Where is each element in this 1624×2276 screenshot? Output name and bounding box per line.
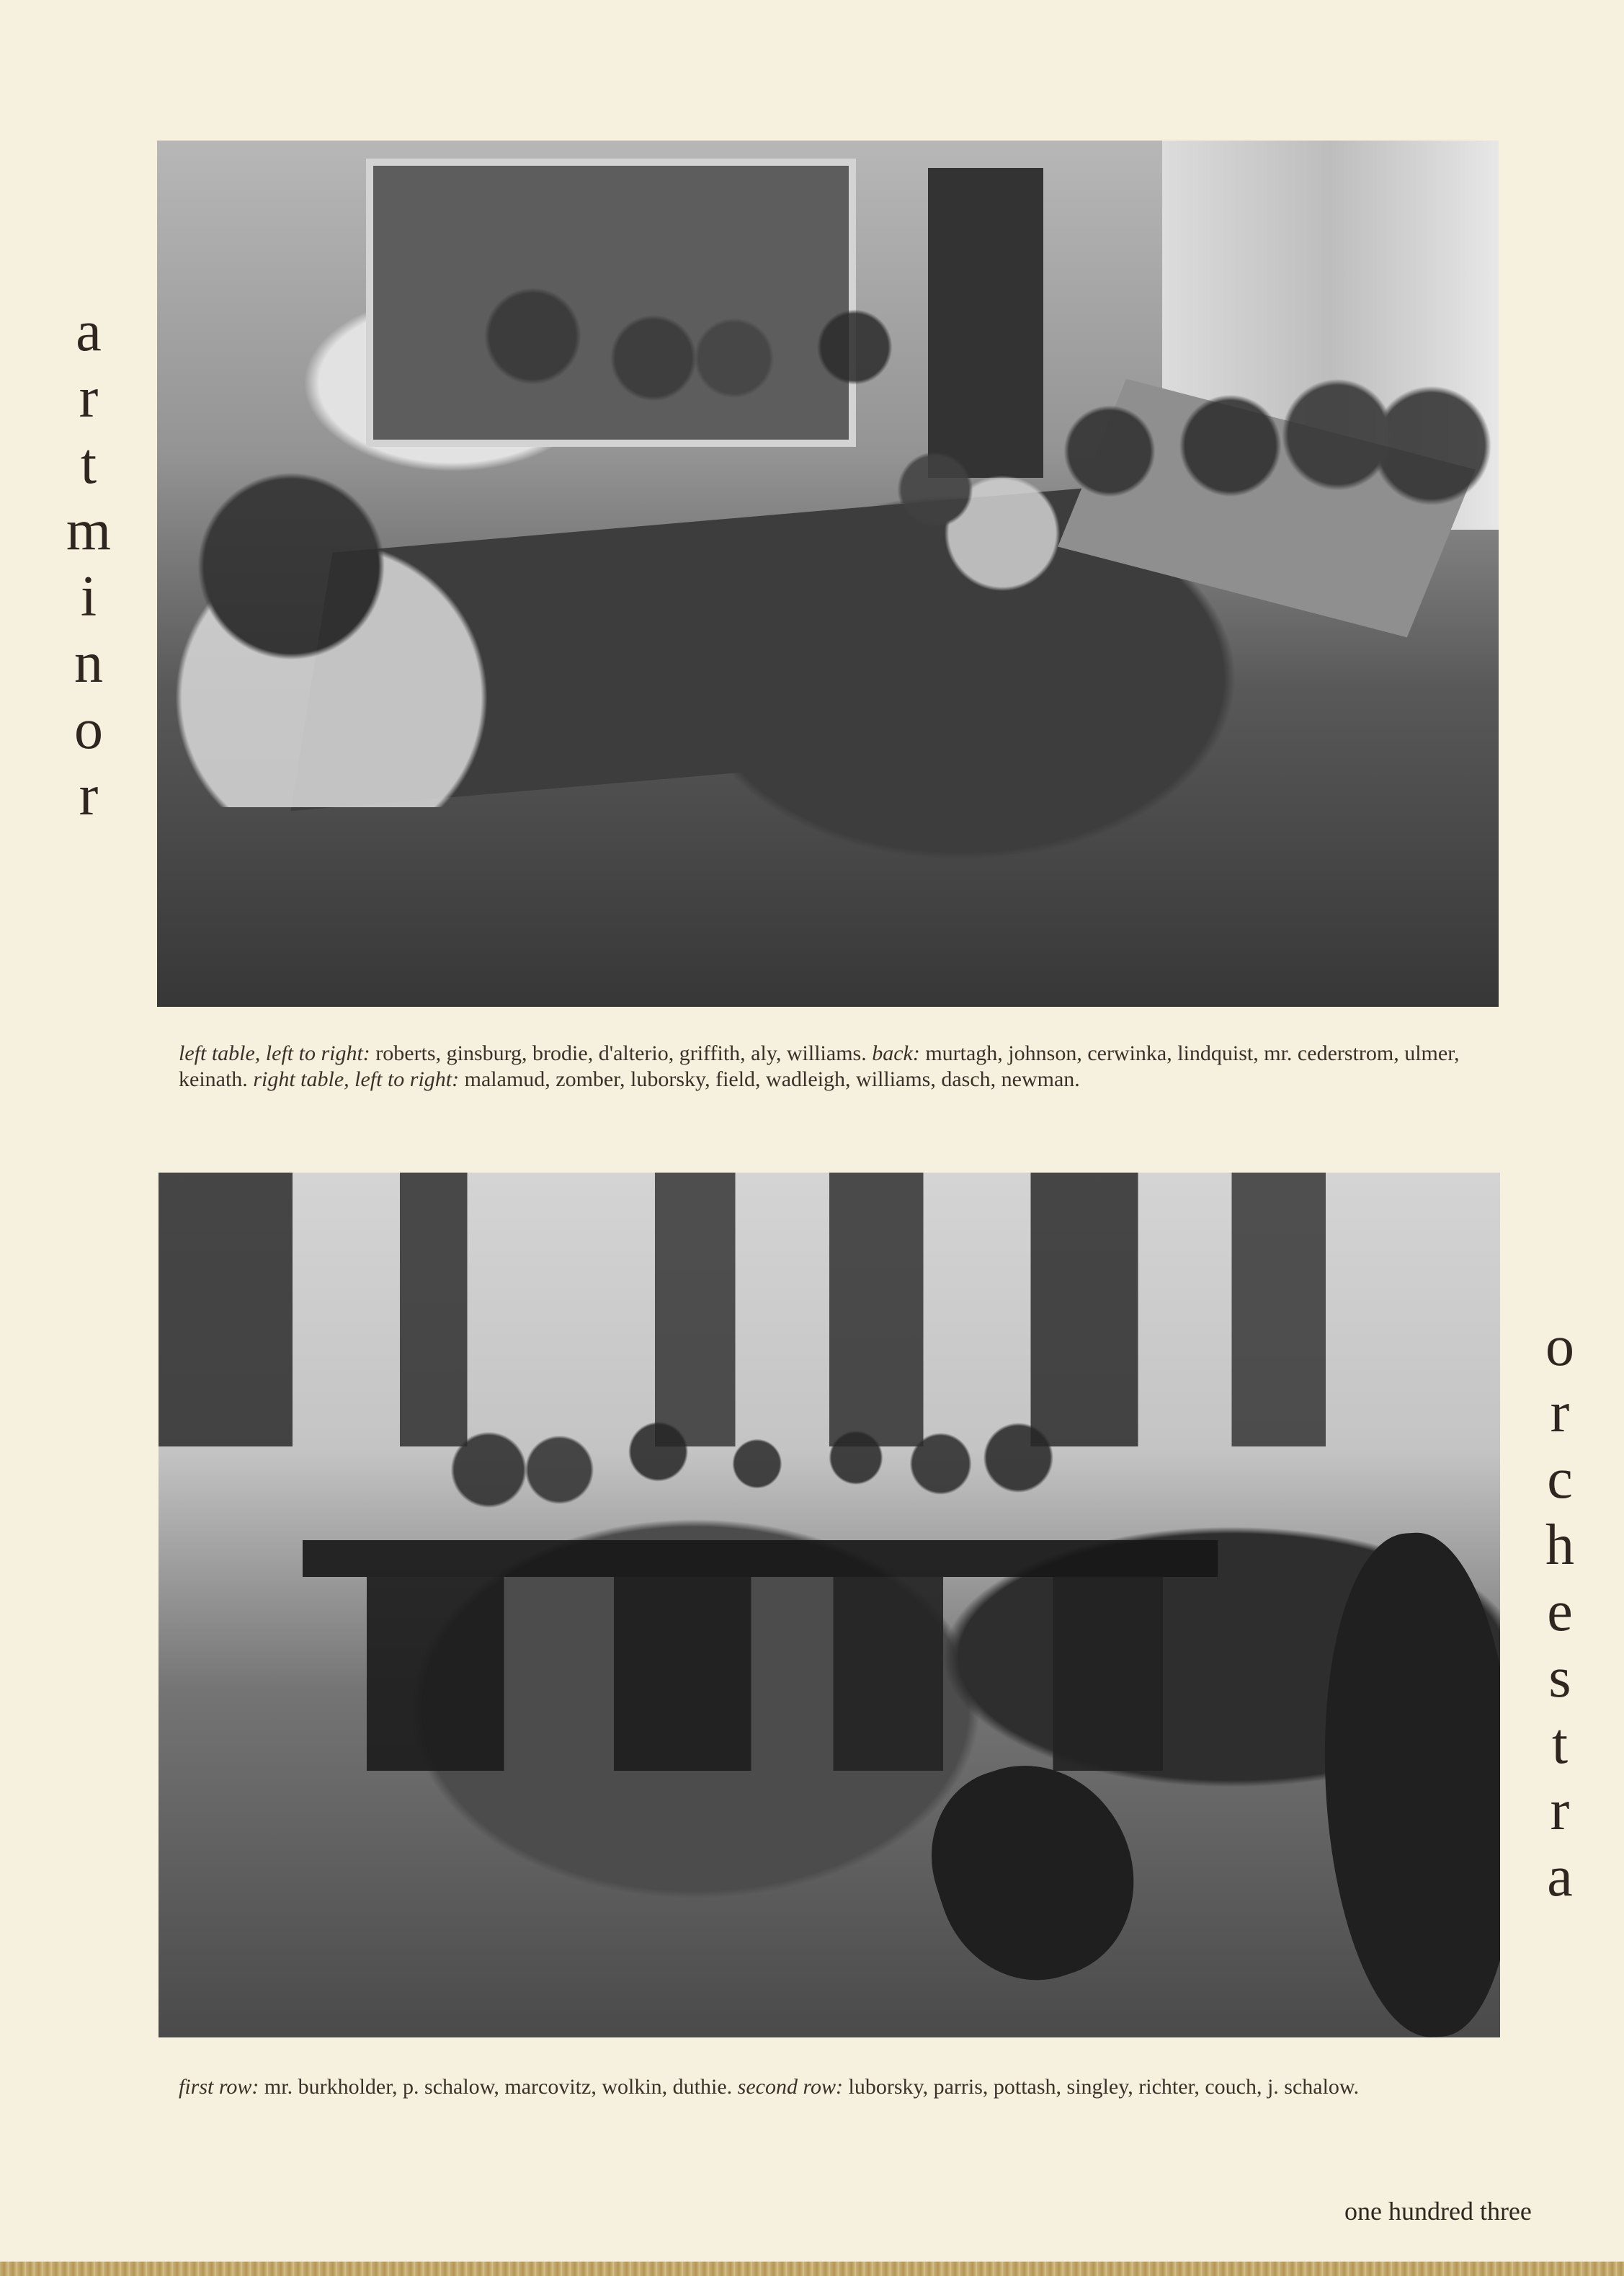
title-letter: o bbox=[74, 698, 103, 761]
title-letter: n bbox=[74, 631, 103, 695]
title-letter: t bbox=[1551, 1712, 1569, 1776]
caption-names-left-table: roberts, ginsburg, brodie, d'alterio, griffith, aly, williams. bbox=[375, 1041, 867, 1065]
title-letter: o bbox=[1545, 1315, 1574, 1378]
title-letter: h bbox=[1545, 1513, 1574, 1577]
double-bass bbox=[1313, 1529, 1500, 2037]
caption-label-first-row: first row: bbox=[179, 2075, 259, 2099]
title-letter: r bbox=[79, 764, 99, 827]
title-letter: i bbox=[80, 565, 97, 628]
title-letter: r bbox=[1550, 1779, 1570, 1842]
caption-label-left-table: left table, left to right: bbox=[179, 1041, 370, 1065]
title-letter: e bbox=[1547, 1580, 1573, 1643]
page-number: one hundred three bbox=[1344, 2197, 1532, 2226]
orchestra-vertical-title bbox=[1527, 1313, 1592, 1910]
cello bbox=[908, 1739, 1159, 2005]
title-letter: r bbox=[1550, 1381, 1570, 1444]
caption-label-back: back: bbox=[872, 1041, 920, 1065]
art-minor-photo bbox=[157, 141, 1499, 1007]
orchestra-photo bbox=[159, 1173, 1500, 2037]
caption-label-right-table: right table, left to right: bbox=[253, 1067, 460, 1091]
orchestra-caption bbox=[179, 2074, 1497, 2100]
title-letter: s bbox=[1548, 1646, 1571, 1710]
caption-label-second-row: second row: bbox=[737, 2075, 844, 2099]
caption-names-right-table: malamud, zomber, luborsky, field, wadleigh, williams, dasch, newman. bbox=[464, 1067, 1080, 1091]
title-letter: a bbox=[76, 300, 102, 363]
students-group bbox=[157, 259, 1499, 807]
title-letter: r bbox=[79, 366, 99, 430]
title-letter: c bbox=[1547, 1447, 1573, 1511]
music-stands bbox=[303, 1540, 1218, 1771]
title-letter: a bbox=[1547, 1845, 1573, 1908]
caption-names-back: murtagh, johnson, cerwinka, lindquist, mr. cederstrom, ulmer, keinath. bbox=[179, 1041, 1460, 1091]
caption-names-first-row: mr. burkholder, p. schalow, marcovitz, wolkin, duthie. bbox=[264, 2075, 733, 2099]
title-letter: m bbox=[66, 499, 112, 562]
art-minor-caption bbox=[179, 1041, 1497, 1093]
title-letter: t bbox=[80, 432, 97, 496]
caption-names-second-row: luborsky, parris, pottash, singley, richter, couch, j. schalow. bbox=[848, 2075, 1360, 2099]
art-minor-vertical-title bbox=[56, 298, 121, 829]
page-edge bbox=[0, 2262, 1624, 2276]
